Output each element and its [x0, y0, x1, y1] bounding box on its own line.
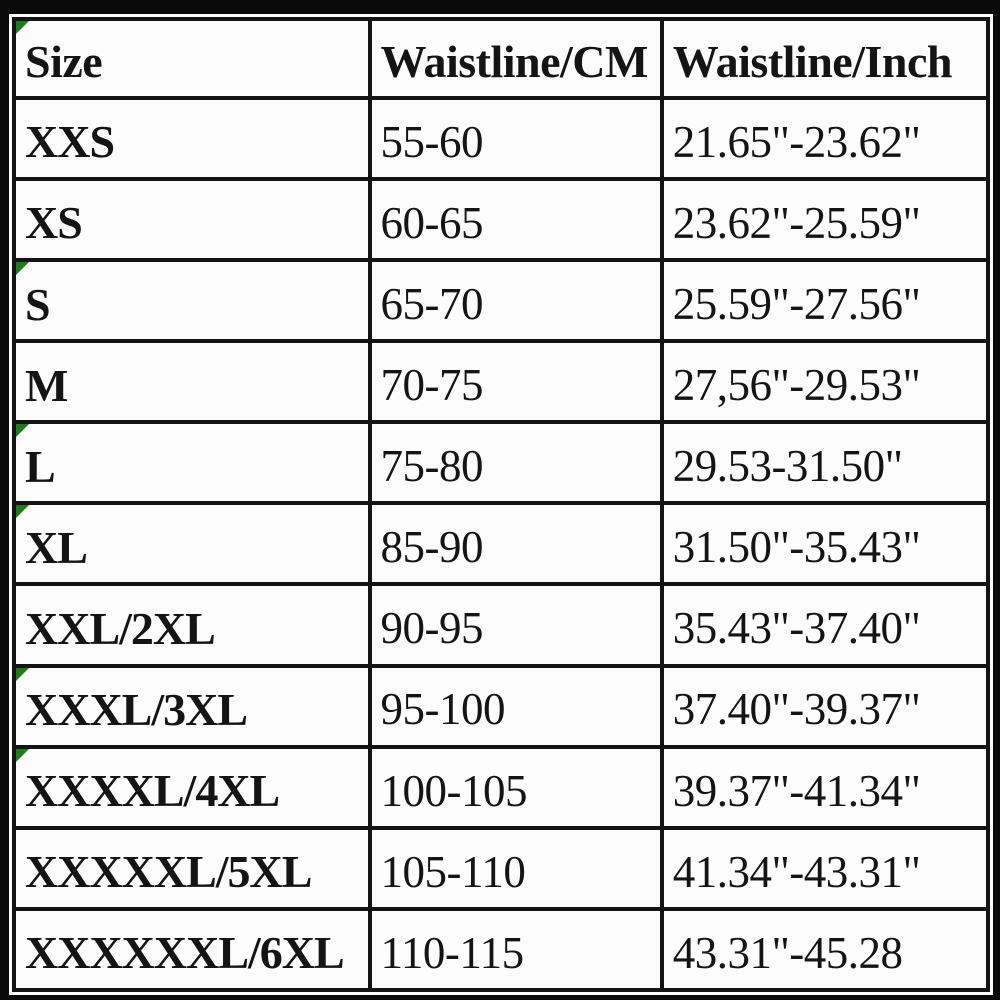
size-cell: [14, 747, 370, 828]
cm-cell: [370, 747, 662, 828]
size-cell: [14, 179, 370, 260]
cm-value: 90-95: [380, 603, 483, 654]
inch-cell: [662, 98, 988, 179]
inch-cell: [662, 503, 988, 584]
table-row: [14, 503, 988, 584]
size-cell: [14, 422, 370, 503]
size-cell: [14, 260, 370, 341]
size-cell: [14, 584, 370, 665]
size-chart-table: [12, 17, 990, 992]
inch-cell: [662, 341, 988, 422]
size-cell: [14, 98, 370, 179]
cm-cell: [370, 179, 662, 260]
column-label-size: Size: [25, 36, 103, 88]
cm-cell: [370, 503, 662, 584]
cm-cell: [370, 422, 662, 503]
cm-cell: [370, 260, 662, 341]
size-chart-body: [14, 98, 988, 990]
table-row: [14, 584, 988, 665]
size-value: S: [25, 278, 50, 330]
size-value: XS: [25, 197, 82, 249]
size-value: XXXL/3XL: [25, 683, 248, 735]
column-label-waistline-inch: Waistline/Inch: [672, 36, 952, 88]
excel-corner-marker-icon: [16, 21, 29, 34]
size-cell: [14, 909, 370, 990]
table-row: [14, 260, 988, 341]
size-value: XXXXXL/5XL: [25, 846, 312, 898]
column-label-waistline-cm: Waistline/CM: [380, 36, 648, 88]
excel-corner-marker-icon: [16, 424, 29, 437]
inch-value: 31.50"-35.43": [672, 522, 921, 573]
table-row: [14, 98, 988, 179]
cm-value: 110-115: [380, 927, 524, 978]
table-row: [14, 828, 988, 909]
size-value: M: [25, 359, 68, 411]
header-cell-waistline-cm: [370, 19, 662, 98]
cm-cell: [370, 584, 662, 665]
table-row: [14, 422, 988, 503]
inch-cell: [662, 909, 988, 990]
cm-cell: [370, 828, 662, 909]
excel-corner-marker-icon: [16, 749, 29, 762]
cm-value: 60-65: [380, 197, 483, 248]
cm-value: 105-110: [380, 846, 526, 897]
cm-value: 70-75: [380, 360, 483, 411]
excel-corner-marker-icon: [16, 505, 29, 518]
inch-cell: [662, 179, 988, 260]
size-cell: [14, 666, 370, 747]
table-row: [14, 341, 988, 422]
table-row: [14, 747, 988, 828]
inch-cell: [662, 747, 988, 828]
size-value: XXS: [25, 116, 115, 168]
cm-cell: [370, 341, 662, 422]
excel-corner-marker-icon: [16, 668, 29, 681]
cm-cell: [370, 909, 662, 990]
cm-value: 55-60: [380, 116, 483, 167]
inch-cell: [662, 828, 988, 909]
header-row: [14, 19, 988, 98]
table-row: [14, 666, 988, 747]
inch-cell: [662, 422, 988, 503]
cm-value: 65-70: [380, 279, 483, 330]
size-value: L: [25, 440, 55, 492]
size-value: XL: [25, 521, 87, 573]
cm-value: 95-100: [380, 684, 505, 735]
size-cell: [14, 503, 370, 584]
excel-corner-marker-icon: [16, 262, 29, 275]
inch-cell: [662, 260, 988, 341]
inch-value: 21.65"-23.62": [672, 116, 921, 167]
inch-cell: [662, 666, 988, 747]
cm-value: 75-80: [380, 441, 483, 492]
inch-value: 27,56"-29.53": [672, 360, 921, 411]
header-cell-size: [14, 19, 370, 98]
size-cell: [14, 341, 370, 422]
table-sheet: [9, 14, 993, 995]
cm-cell: [370, 98, 662, 179]
size-value: XXL/2XL: [25, 602, 215, 654]
cm-value: 100-105: [380, 765, 527, 816]
table-row: [14, 909, 988, 990]
inch-value: 43.31"-45.28: [672, 927, 903, 978]
inch-value: 37.40"-39.37": [672, 684, 921, 735]
inch-value: 39.37"-41.34": [672, 765, 921, 816]
inch-value: 29.53-31.50": [672, 441, 903, 492]
inch-cell: [662, 584, 988, 665]
inch-value: 25.59"-27.56": [672, 279, 921, 330]
inch-value: 23.62"-25.59": [672, 197, 921, 248]
inch-value: 35.43"-37.40": [672, 603, 921, 654]
size-value: XXXXXXL/6XL: [25, 927, 344, 979]
cm-value: 85-90: [380, 522, 483, 573]
table-row: [14, 179, 988, 260]
header-cell-waistline-inch: [662, 19, 988, 98]
cm-cell: [370, 666, 662, 747]
inch-value: 41.34"-43.31": [672, 846, 921, 897]
size-value: XXXXL/4XL: [25, 765, 280, 817]
size-chart-header: [14, 19, 988, 98]
size-cell: [14, 828, 370, 909]
